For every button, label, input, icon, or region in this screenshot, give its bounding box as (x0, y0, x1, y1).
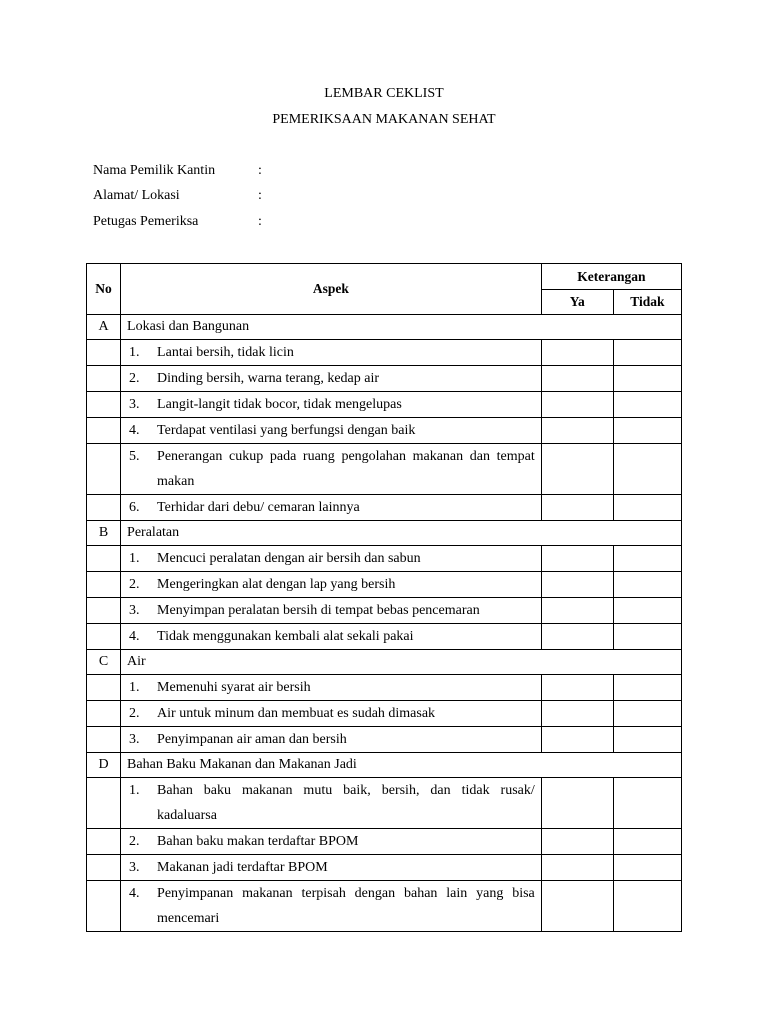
info-colon-inspector: : (258, 214, 262, 229)
section-row (87, 315, 682, 340)
item-aspek-cell (121, 418, 542, 444)
checklist-item-row (87, 727, 682, 753)
item-aspek-cell (121, 727, 542, 753)
item-aspek-cell (121, 855, 542, 881)
item-no-cell (87, 598, 121, 624)
info-colon-owner: : (258, 163, 262, 178)
item-aspek-cell (121, 624, 542, 650)
checklist-item-row (87, 855, 682, 881)
item-text: Mencuci peralatan dengan air bersih dan sabun (157, 551, 421, 566)
header-no: No (87, 264, 121, 315)
section-title: Peralatan (121, 521, 682, 546)
item-text: Menyimpan peralatan bersih di tempat bebas pencemaran (157, 603, 480, 618)
checklist-item-row (87, 340, 682, 366)
item-no-cell (87, 829, 121, 855)
checklist-item-row (87, 392, 682, 418)
checkbox-ya-cell[interactable] (541, 701, 613, 727)
item-no-cell (87, 366, 121, 392)
item-no-cell (87, 624, 121, 650)
checkbox-tidak-cell[interactable] (613, 829, 681, 855)
checklist-item (121, 829, 541, 854)
checkbox-ya-cell[interactable] (541, 778, 613, 829)
checklist-item-row (87, 598, 682, 624)
checklist-item (121, 675, 541, 700)
checkbox-tidak-cell[interactable] (613, 727, 681, 753)
checklist-item-row (87, 495, 682, 521)
item-text: Terhidar dari debu/ cemaran lainnya (157, 500, 360, 515)
document-subtitle: PEMERIKSAAN MAKANAN SEHAT (272, 112, 496, 127)
checkbox-tidak-cell[interactable] (613, 778, 681, 829)
checkbox-ya-cell[interactable] (541, 340, 613, 366)
item-no-cell (87, 855, 121, 881)
item-text: Bahan baku makanan mutu baik, bersih, dan tidak rusak/ kadaluarsa (157, 783, 535, 823)
item-text: Lantai bersih, tidak licin (157, 345, 294, 360)
item-number: 3. (129, 860, 140, 875)
checklist-item (121, 366, 541, 391)
checkbox-tidak-cell[interactable] (613, 855, 681, 881)
checklist-item (121, 572, 541, 597)
section-letter: A (87, 315, 121, 340)
checklist-item (121, 495, 541, 520)
checkbox-ya-cell[interactable] (541, 855, 613, 881)
item-aspek-cell (121, 366, 542, 392)
document-title: LEMBAR CEKLIST (324, 86, 444, 101)
info-label-location: Alamat/ Lokasi (93, 188, 180, 203)
checkbox-tidak-cell[interactable] (613, 881, 681, 932)
checkbox-tidak-cell[interactable] (613, 675, 681, 701)
header-keterangan: Keterangan (541, 264, 681, 290)
item-aspek-cell (121, 701, 542, 727)
checklist-table (86, 263, 682, 932)
section-letter: B (87, 521, 121, 546)
checkbox-tidak-cell[interactable] (613, 701, 681, 727)
item-no-cell (87, 546, 121, 572)
checklist-item-row (87, 444, 682, 495)
section-letter: D (87, 753, 121, 778)
section-title: Bahan Baku Makanan dan Makanan Jadi (121, 753, 682, 778)
item-number: 1. (129, 345, 140, 360)
checklist-item-row (87, 572, 682, 598)
item-text: Penyimpanan makanan terpisah dengan bahan lain yang bisa mencemari (157, 886, 535, 926)
item-no-cell (87, 701, 121, 727)
checkbox-tidak-cell[interactable] (613, 340, 681, 366)
checklist-item-row (87, 366, 682, 392)
item-aspek-cell (121, 829, 542, 855)
item-text: Bahan baku makan terdaftar BPOM (157, 834, 359, 849)
checkbox-ya-cell[interactable] (541, 495, 613, 521)
item-aspek-cell (121, 675, 542, 701)
item-text: Makanan jadi terdaftar BPOM (157, 860, 328, 875)
item-number: 4. (129, 629, 140, 644)
checkbox-ya-cell[interactable] (541, 418, 613, 444)
checkbox-tidak-cell[interactable] (613, 495, 681, 521)
item-number: 3. (129, 603, 140, 618)
checklist-item (121, 701, 541, 726)
checklist-item-row (87, 881, 682, 932)
item-aspek-cell (121, 340, 542, 366)
section-title: Air (121, 650, 682, 675)
item-text: Tidak menggunakan kembali alat sekali pakai (157, 629, 414, 644)
checklist-item (121, 418, 541, 443)
checklist-item (121, 392, 541, 417)
item-number: 2. (129, 577, 140, 592)
checkbox-tidak-cell[interactable] (613, 392, 681, 418)
item-number: 4. (129, 886, 140, 901)
checkbox-ya-cell[interactable] (541, 444, 613, 495)
checklist-item (121, 340, 541, 365)
item-aspek-cell (121, 392, 542, 418)
header-aspek: Aspek (121, 264, 542, 315)
checkbox-ya-cell[interactable] (541, 881, 613, 932)
checklist-item (121, 778, 541, 828)
checklist-item-row (87, 829, 682, 855)
item-aspek-cell (121, 881, 542, 932)
checkbox-tidak-cell[interactable] (613, 444, 681, 495)
item-aspek-cell (121, 598, 542, 624)
item-text: Air untuk minum dan membuat es sudah dimasak (157, 706, 436, 721)
section-letter: C (87, 650, 121, 675)
checklist-item (121, 444, 541, 494)
item-aspek-cell (121, 778, 542, 829)
checklist-item-row (87, 546, 682, 572)
info-label-inspector: Petugas Pemeriksa (93, 214, 199, 229)
checkbox-ya-cell[interactable] (541, 546, 613, 572)
item-number: 3. (129, 397, 140, 412)
checklist-item (121, 727, 541, 752)
item-text: Dinding bersih, warna terang, kedap air (157, 371, 380, 386)
item-no-cell (87, 392, 121, 418)
checklist-item (121, 624, 541, 649)
header-ya: Ya (541, 290, 613, 315)
item-number: 6. (129, 500, 140, 515)
checkbox-ya-cell[interactable] (541, 366, 613, 392)
item-number: 3. (129, 732, 140, 747)
info-label-owner: Nama Pemilik Kantin (93, 163, 216, 178)
checkbox-tidak-cell[interactable] (613, 418, 681, 444)
checkbox-tidak-cell[interactable] (613, 366, 681, 392)
item-text: Memenuhi syarat air bersih (157, 680, 311, 695)
item-number: 2. (129, 706, 140, 721)
item-aspek-cell (121, 572, 542, 598)
header-tidak: Tidak (613, 290, 681, 315)
item-text: Penyimpanan air aman dan bersih (157, 732, 347, 747)
item-no-cell (87, 444, 121, 495)
checkbox-tidak-cell[interactable] (613, 598, 681, 624)
item-no-cell (87, 675, 121, 701)
checklist-item (121, 881, 541, 931)
item-aspek-cell (121, 444, 542, 495)
section-row (87, 753, 682, 778)
item-aspek-cell (121, 495, 542, 521)
checkbox-ya-cell[interactable] (541, 598, 613, 624)
checklist-item-row (87, 778, 682, 829)
checkbox-ya-cell[interactable] (541, 572, 613, 598)
checkbox-ya-cell[interactable] (541, 727, 613, 753)
item-text: Langit-langit tidak bocor, tidak mengelupas (157, 397, 402, 412)
item-number: 1. (129, 680, 140, 695)
item-aspek-cell (121, 546, 542, 572)
checklist-item (121, 546, 541, 571)
section-title: Lokasi dan Bangunan (121, 315, 682, 340)
checklist-item-row (87, 701, 682, 727)
item-text: Penerangan cukup pada ruang pengolahan makanan dan tempat makan (157, 449, 535, 489)
checkbox-tidak-cell[interactable] (613, 546, 681, 572)
checklist-item-row (87, 624, 682, 650)
section-row (87, 521, 682, 546)
info-colon-location: : (258, 188, 262, 203)
item-number: 5. (129, 449, 140, 464)
item-no-cell (87, 881, 121, 932)
item-number: 4. (129, 423, 140, 438)
checklist-item-row (87, 418, 682, 444)
item-number: 1. (129, 783, 140, 798)
item-number: 2. (129, 371, 140, 386)
item-no-cell (87, 778, 121, 829)
item-no-cell (87, 495, 121, 521)
checkbox-ya-cell[interactable] (541, 675, 613, 701)
item-no-cell (87, 418, 121, 444)
section-row (87, 650, 682, 675)
checkbox-ya-cell[interactable] (541, 624, 613, 650)
checkbox-ya-cell[interactable] (541, 392, 613, 418)
item-text: Mengeringkan alat dengan lap yang bersih (157, 577, 396, 592)
item-no-cell (87, 727, 121, 753)
checklist-item-row (87, 675, 682, 701)
checkbox-tidak-cell[interactable] (613, 624, 681, 650)
checkbox-ya-cell[interactable] (541, 829, 613, 855)
checklist-item (121, 855, 541, 880)
item-text: Terdapat ventilasi yang berfungsi dengan baik (157, 423, 416, 438)
item-number: 1. (129, 551, 140, 566)
item-no-cell (87, 572, 121, 598)
checklist-item (121, 598, 541, 623)
item-number: 2. (129, 834, 140, 849)
item-no-cell (87, 340, 121, 366)
checklist-body (87, 315, 682, 932)
checkbox-tidak-cell[interactable] (613, 572, 681, 598)
